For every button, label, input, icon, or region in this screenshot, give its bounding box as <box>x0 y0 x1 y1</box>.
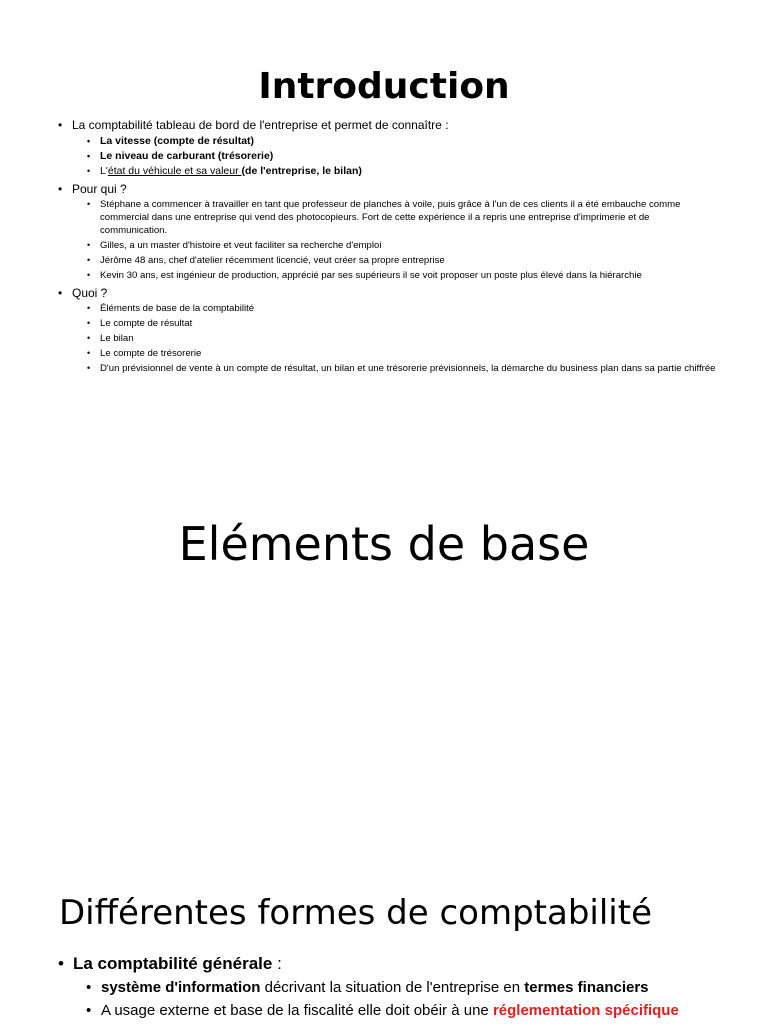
sub-bullet-text: A usage externe et base de la fiscalité elle doit obéir à une <box>101 1002 493 1019</box>
formes-bullet-list <box>56 952 756 1022</box>
slide-title-introduction: Introduction <box>258 66 510 108</box>
sub-bullet-bold-1: système d'information <box>101 979 261 996</box>
sub-bullet: • Éléments de base de la comptabilité <box>87 302 716 315</box>
sub-bullet-suffix: (de l'entreprise, le bilan) <box>241 165 362 177</box>
sub-bullet: • D'un prévisionnel de vente à un compte de résultat, un bilan et une trésorerie prévisionnels, la démarche du business plan dans sa partie chiffrée <box>87 362 716 375</box>
sub-bullet-prefix: L' <box>100 165 108 177</box>
introduction-bullet-list <box>56 117 716 378</box>
sub-bullet-systeme-information <box>86 976 756 999</box>
sub-bullet: • Kevin 30 ans, est ingénieur de production, apprécié par ses supérieurs il se voit proposer un poste plus élevé dans la hiérarchie <box>87 269 716 282</box>
sub-bullet: • Le compte de trésorerie <box>87 347 716 360</box>
slide-title-formes-comptabilite: Différentes formes de comptabilité <box>59 893 652 933</box>
slide-introduction <box>0 0 768 400</box>
sub-bullet-highlight: réglementation spécifique <box>492 1002 679 1019</box>
bullet-text: La comptabilité tableau de bord de l'entreprise et permet de connaître : <box>72 118 449 132</box>
bullet-text: Pour qui ? <box>72 182 127 196</box>
slide-title-elements-de-base: Eléments de base <box>178 517 590 571</box>
sub-bullet-mid: décrivant la situation de l'entreprise en <box>260 979 525 996</box>
sub-bullet: • Le compte de résultat <box>87 317 716 330</box>
bullet-what <box>56 285 716 375</box>
bullet-suffix: : <box>272 954 282 973</box>
sub-bullet: • Le bilan <box>87 332 716 345</box>
bullet-for-whom <box>56 181 716 282</box>
bullet-dashboard <box>56 117 716 178</box>
bullet-bold-text: La comptabilité générale <box>73 954 273 973</box>
bullet-text: Quoi ? <box>72 286 108 300</box>
sub-bullet-bold-2: termes financiers <box>524 979 649 996</box>
bullet-comptabilite-generale <box>56 952 756 1022</box>
sub-bullet-usage-externe <box>86 999 756 1022</box>
sub-bullet: • Le niveau de carburant (trésorerie) <box>87 149 716 163</box>
sub-bullet-underlined: état du véhicule et sa valeur <box>107 165 242 177</box>
sub-bullet: • Jérôme 48 ans, chef d'atelier récemment licencié, veut créer sa propre entreprise <box>87 254 716 267</box>
slide-elements-de-base <box>0 400 768 860</box>
slide-formes-comptabilite <box>0 860 768 1024</box>
sub-bullet: • Stéphane a commencer à travailler en tant que professeur de planches à voile, puis grâce à l'un de ces clients il a été embauche comme commercial dans une entreprise qui vend des photocopieurs. Fort de cette expérience il a repris une entreprise d'imprimerie et de communication. <box>87 198 716 237</box>
sub-bullet: • Gilles, a un master d'histoire et veut faciliter sa recherche d'emploi <box>87 239 716 252</box>
sub-bullet <box>87 164 716 178</box>
sub-bullet: • La vitesse (compte de résultat) <box>87 134 716 148</box>
